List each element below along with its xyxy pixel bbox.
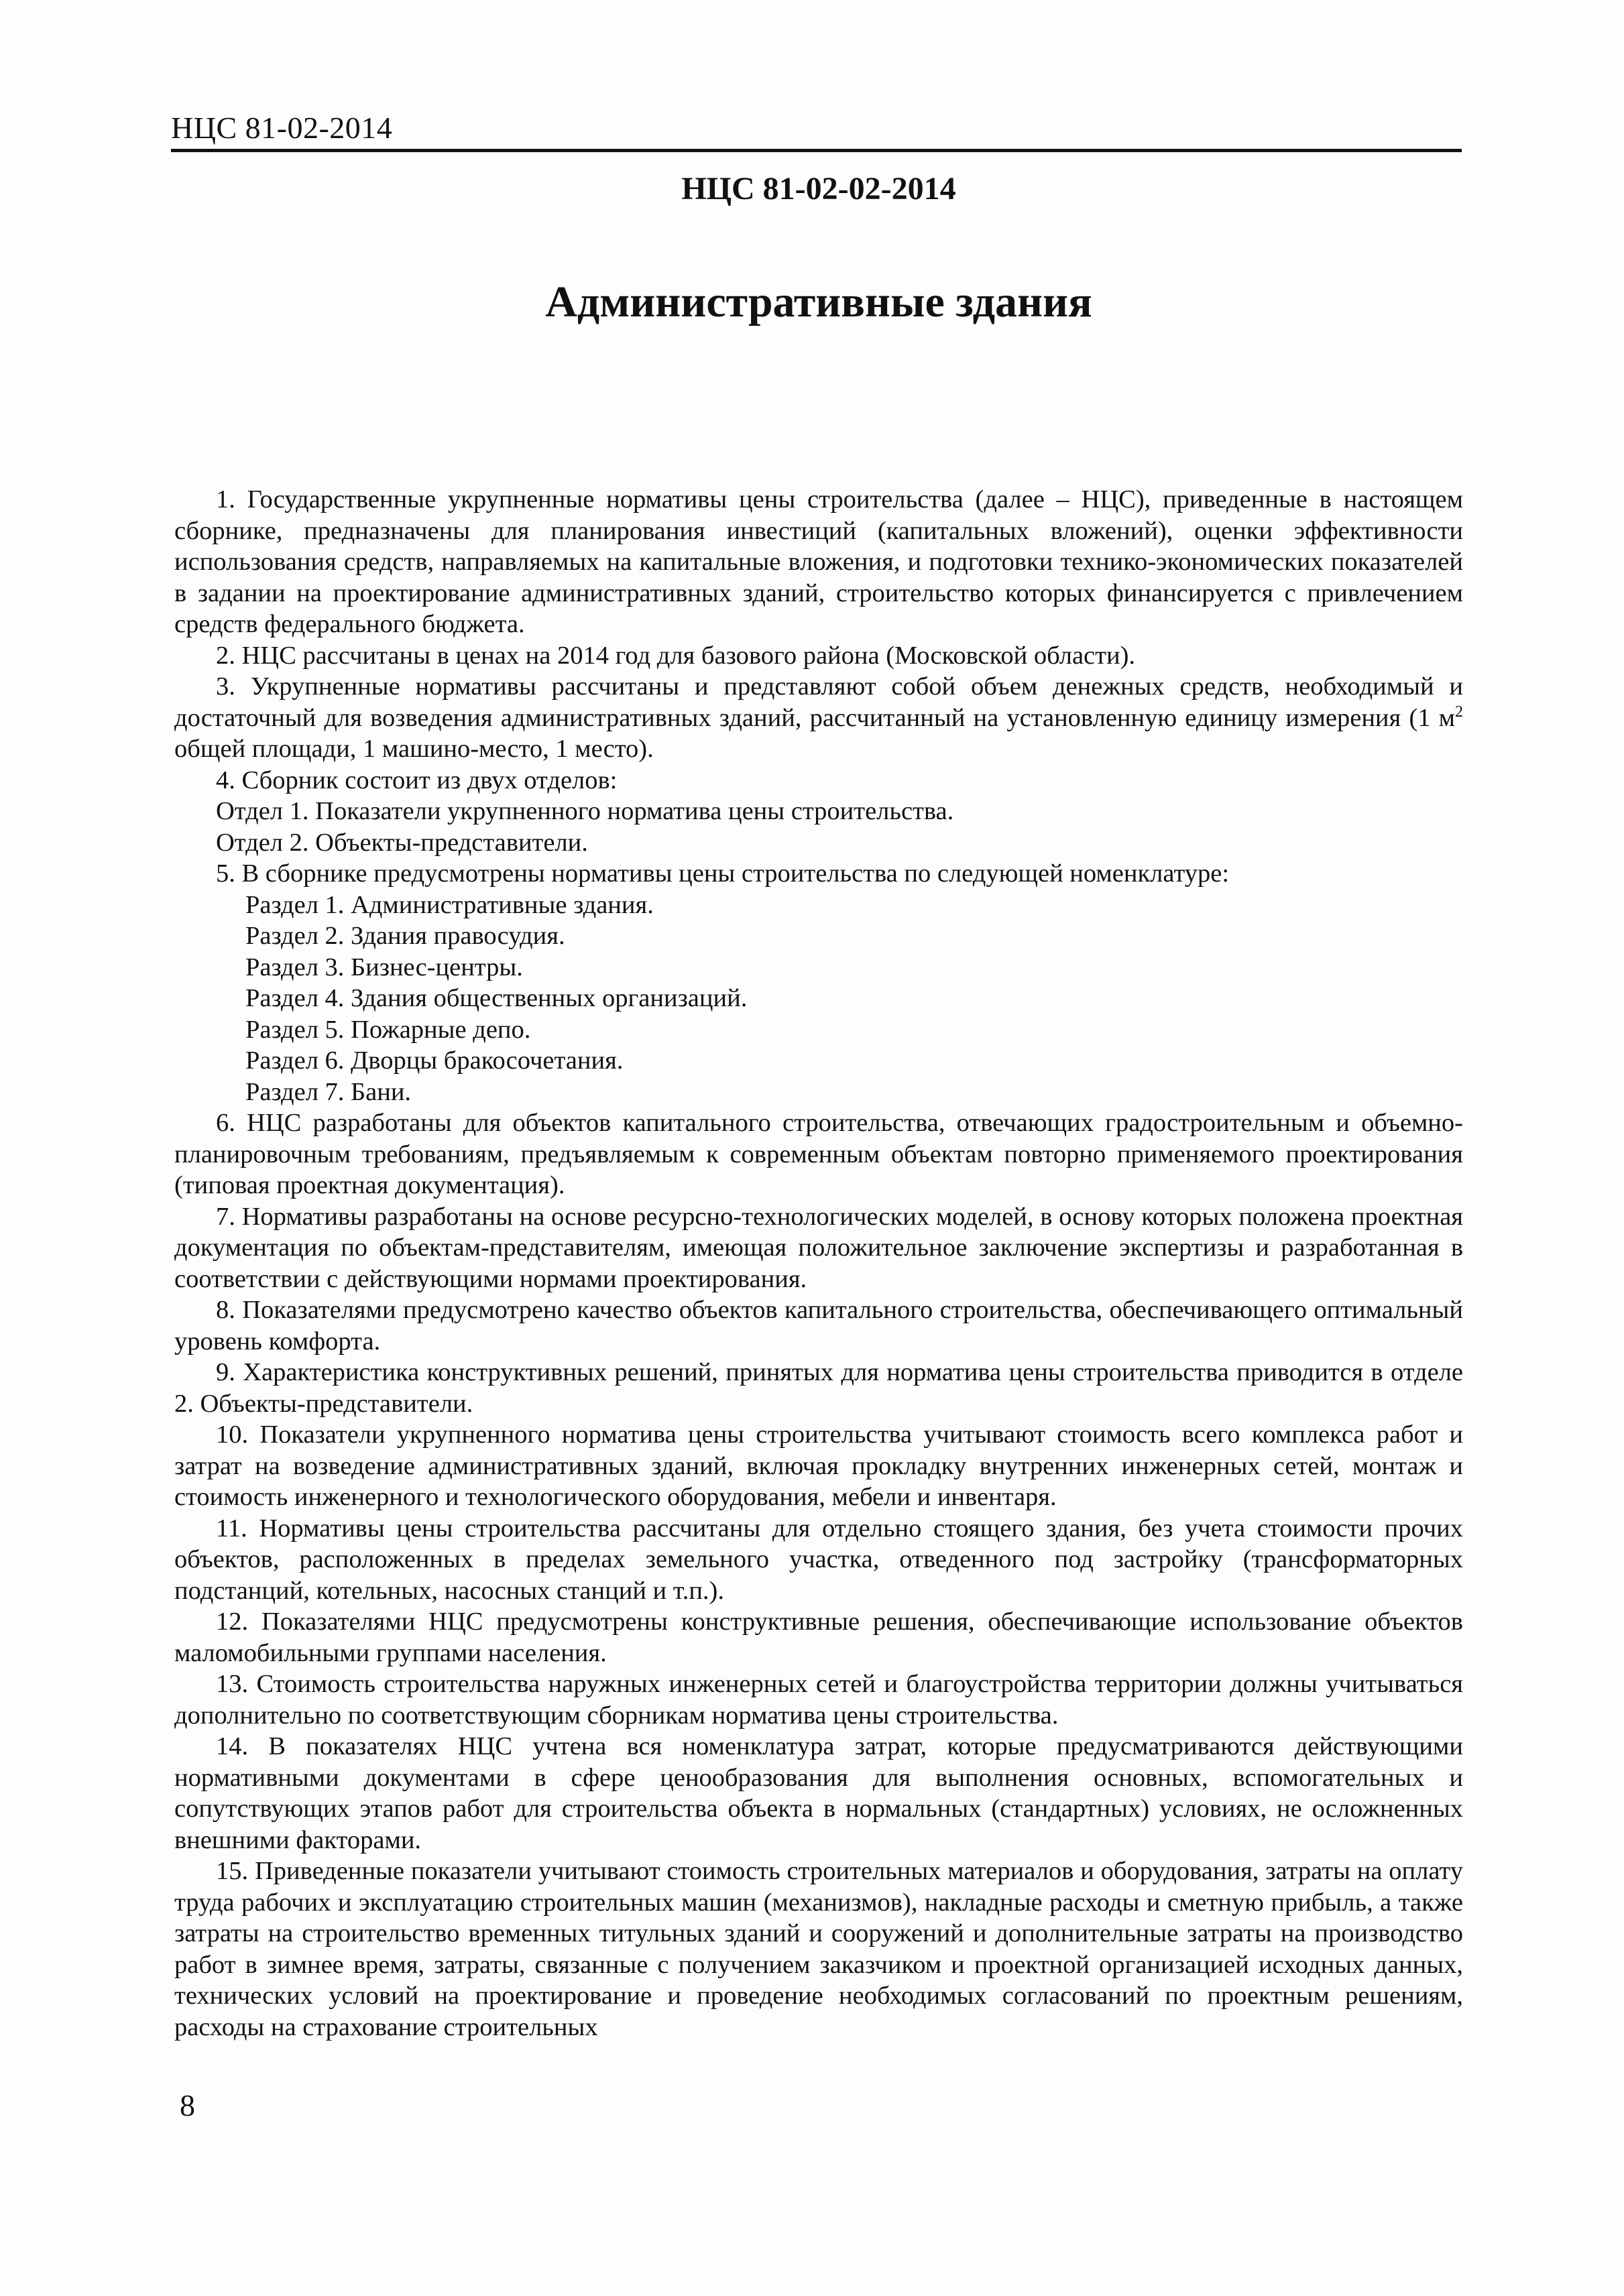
- page-number: 8: [180, 2088, 195, 2122]
- paragraph-10: 10. Показатели укрупненного норматива цены строительства учитывают стоимость всего комплекса работ и затрат на возведение административных зданий, включая прокладку внутренних инженерных сетей, монтаж и стоимость инженерного и технологического оборудования, мебели и инвентаря.: [174, 1421, 1463, 1511]
- paragraph-14: 14. В показателях НЦС учтена вся номенклатура затрат, которые предусматриваются действующими нормативными документами в сфере ценообразования для выполнения основных, вспомогательных и сопутствующих этапов работ для строительства объекта в нормальных (стандартных) условиях, не осложненных внешними факторами.: [174, 1732, 1463, 1854]
- section-item-4: Раздел 4. Здания общественных организаций.: [245, 984, 748, 1012]
- document-title: Административные здания: [545, 278, 1092, 326]
- paragraph-3-text-a: 3. Укрупненные нормативы рассчитаны и представляют собой объем денежных средств, необходимый и достаточный для возведения административных зданий, рассчитанный на установленную единицу измерения (1 м: [174, 672, 1463, 732]
- paragraph-15: 15. Приведенные показатели учитывают стоимость строительных материалов и оборудования, затраты на оплату труда рабочих и эксплуатацию строительных машин (механизмов), накладные расходы и сметную прибыль, а также затраты на строительство временных титульных зданий и сооружений и дополнительные затраты на производство работ в зимнее время, затраты, связанные с получением заказчиком и проектной организацией исходных данных, технических условий на проектирование и проведение необходимых согласований по проектным решениям, расходы на страхование строительных: [174, 1857, 1463, 2041]
- paragraph-9: 9. Характеристика конструктивных решений, принятых для норматива цены строительства приводится в отделе 2. Объекты-представители.: [174, 1358, 1463, 1418]
- superscript: 2: [1455, 703, 1463, 721]
- paragraph-4: 4. Сборник состоит из двух отделов:: [216, 766, 618, 794]
- paragraph-5: 5. В сборнике предусмотрены нормативы цены строительства по следующей номенклатуре:: [216, 859, 1230, 888]
- section-item-1: Раздел 1. Административные здания.: [245, 890, 654, 919]
- body-text: [174, 484, 1463, 2043]
- section-item-5: Раздел 5. Пожарные депо.: [245, 1015, 531, 1044]
- section-item-6: Раздел 6. Дворцы бракосочетания.: [245, 1046, 624, 1075]
- paragraph-7: 7. Нормативы разработаны на основе ресурсно-технологических моделей, в основу которых положена проектная документация по объектам-представителям, имеющая положительное заключение экспертизы и разработанная в соответствии с действующими нормами проектирования.: [174, 1202, 1463, 1293]
- paragraph-13: 13. Стоимость строительства наружных инженерных сетей и благоустройства территории должны учитываться дополнительно по соответствующим сборникам норматива цены строительства.: [174, 1670, 1463, 1730]
- document-code: НЦС 81-02-02-2014: [681, 171, 956, 206]
- header-rule: [171, 149, 1462, 152]
- paragraph-11: 11. Нормативы цены строительства рассчитаны для отдельно стоящего здания, без учета стоимости прочих объектов, расположенных в пределах земельного участка, отведенного под застройку (трансформаторных подстанций, котельных, насосных станций и т.п.).: [174, 1514, 1463, 1605]
- section-item-7: Раздел 7. Бани.: [245, 1077, 412, 1106]
- paragraph-6: 6. НЦС разработаны для объектов капитального строительства, отвечающих градостроительным и объемно-планировочным требованиям, предъявляемым к современным объектам повторно применяемого проектирования (типовая проектная документация).: [174, 1109, 1463, 1199]
- paragraph-3: [174, 671, 1463, 765]
- paragraph-1: 1. Государственные укрупненные нормативы цены строительства (далее – НЦС), приведенные в настоящем сборнике, предназначены для планирования инвестиций (капитальных вложений), оценки эффективности использования средств, направляемых на капитальные вложения, и подготовки технико-экономических показателей в задании на проектирование административных зданий, строительство которых финансируется с привлечением средств федерального бюджета.: [174, 485, 1463, 638]
- section-item-2: Раздел 2. Здания правосудия.: [245, 922, 565, 950]
- paragraph-2: 2. НЦС рассчитаны в ценах на 2014 год для базового района (Московской области).: [216, 641, 1136, 670]
- department-item-2: Отдел 2. Объекты-представители.: [216, 828, 588, 857]
- paragraph-12: 12. Показателями НЦС предусмотрены конструктивные решения, обеспечивающие использование объектов маломобильными группами населения.: [174, 1608, 1463, 1667]
- paragraph-3-text-b: общей площади, 1 машино-место, 1 место).: [174, 735, 654, 763]
- running-header: НЦС 81-02-2014: [171, 111, 393, 145]
- paragraph-8: 8. Показателями предусмотрено качество объектов капитального строительства, обеспечивающего оптимальный уровень комфорта.: [174, 1296, 1463, 1355]
- department-item-1: Отдел 1. Показатели укрупненного норматива цены строительства.: [216, 797, 954, 825]
- section-item-3: Раздел 3. Бизнес-центры.: [245, 953, 523, 981]
